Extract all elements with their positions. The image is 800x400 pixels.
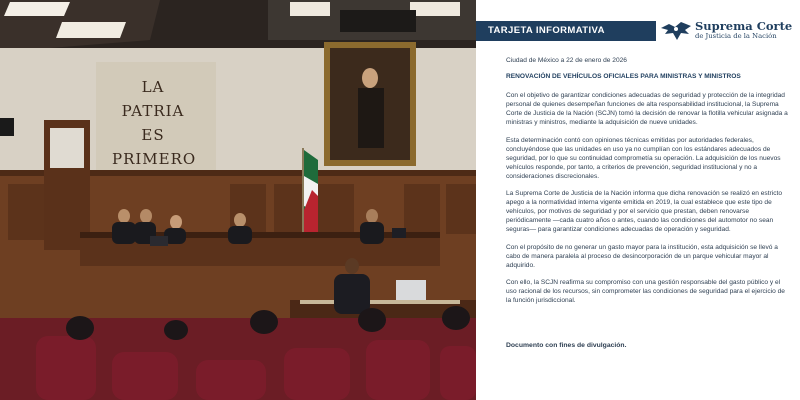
document-date: Ciudad de México a 22 de enero de 2026 (506, 57, 627, 64)
body-paragraph: Con el propósito de no generar un gasto mayor para la institución, esta adquisición se llevó a cabo de manera paralela al proceso de desincorporación de un parque vehicular mayor al adquirido. (506, 243, 778, 269)
card-content (506, 56, 788, 313)
logo-name: Suprema Corte (695, 19, 793, 33)
wall-inscription-line: PRIMERO (112, 150, 197, 168)
body-paragraph: Con ello, la SCJN reafirma su compromiso con una gestión responsable del gasto público y el uso racional de los recursos, sin comprometer las condiciones de seguridad para el ejercicio de la función jurisdiccional. (506, 278, 785, 304)
wall-inscription-line: LA PATRIA (121, 78, 185, 120)
header-bar (476, 21, 656, 41)
document-title: RENOVACIÓN DE VEHÍCULOS OFICIALES PARA MINISTRAS Y MINISTROS (506, 73, 741, 81)
information-card (476, 0, 800, 400)
scjn-logo (659, 18, 799, 44)
logo-subtitle: de Justicia de la Nación (695, 32, 777, 40)
wall-inscription (112, 75, 197, 171)
eagle-icon (659, 18, 693, 44)
footer-note: Documento con fines de divulgación. (506, 342, 627, 349)
card-header (476, 18, 800, 44)
wall-inscription-line: ES (141, 126, 165, 144)
body-paragraph: Con el objetivo de garantizar condiciones adecuadas de seguridad y protección de la integridad personal de quienes desempeñan funciones de alta responsabilidad institucional, la Suprema Corte de Justicia de la Nación (SCJN) tomó la decisión de renovar la flotilla vehicular asignada a ministras y ministros, mediante la adquisición de nueve unidades. (506, 92, 788, 127)
header-title: TARJETA INFORMATIVA (488, 25, 605, 36)
body-paragraph: La Suprema Corte de Justicia de la Nación informa que dicha renovación se realizó en estricto apego a la normatividad interna vigente emitida en 2019, la cual establece que este tipo de vehículos, por motivos de seguridad y por el servicio que prestan, deben renovarse periódicamente —cada cuatro años o antes, cuando las condiciones del automotor no sean seguras— para garantizar condiciones adecuadas de operación y seguridad. (506, 190, 782, 234)
body-paragraph: Esta determinación contó con opiniones técnicas emitidas por autoridades federales, concluyéndose que las unidades en uso ya no cumplían con los estándares adecuados de seguridad, por lo que su continuidad comprometía su operación. La adquisición de los nuevos vehículos responde, por tanto, a criterios de prevención, seguridad institucional y no a consideraciones discrecionales. (506, 136, 781, 180)
